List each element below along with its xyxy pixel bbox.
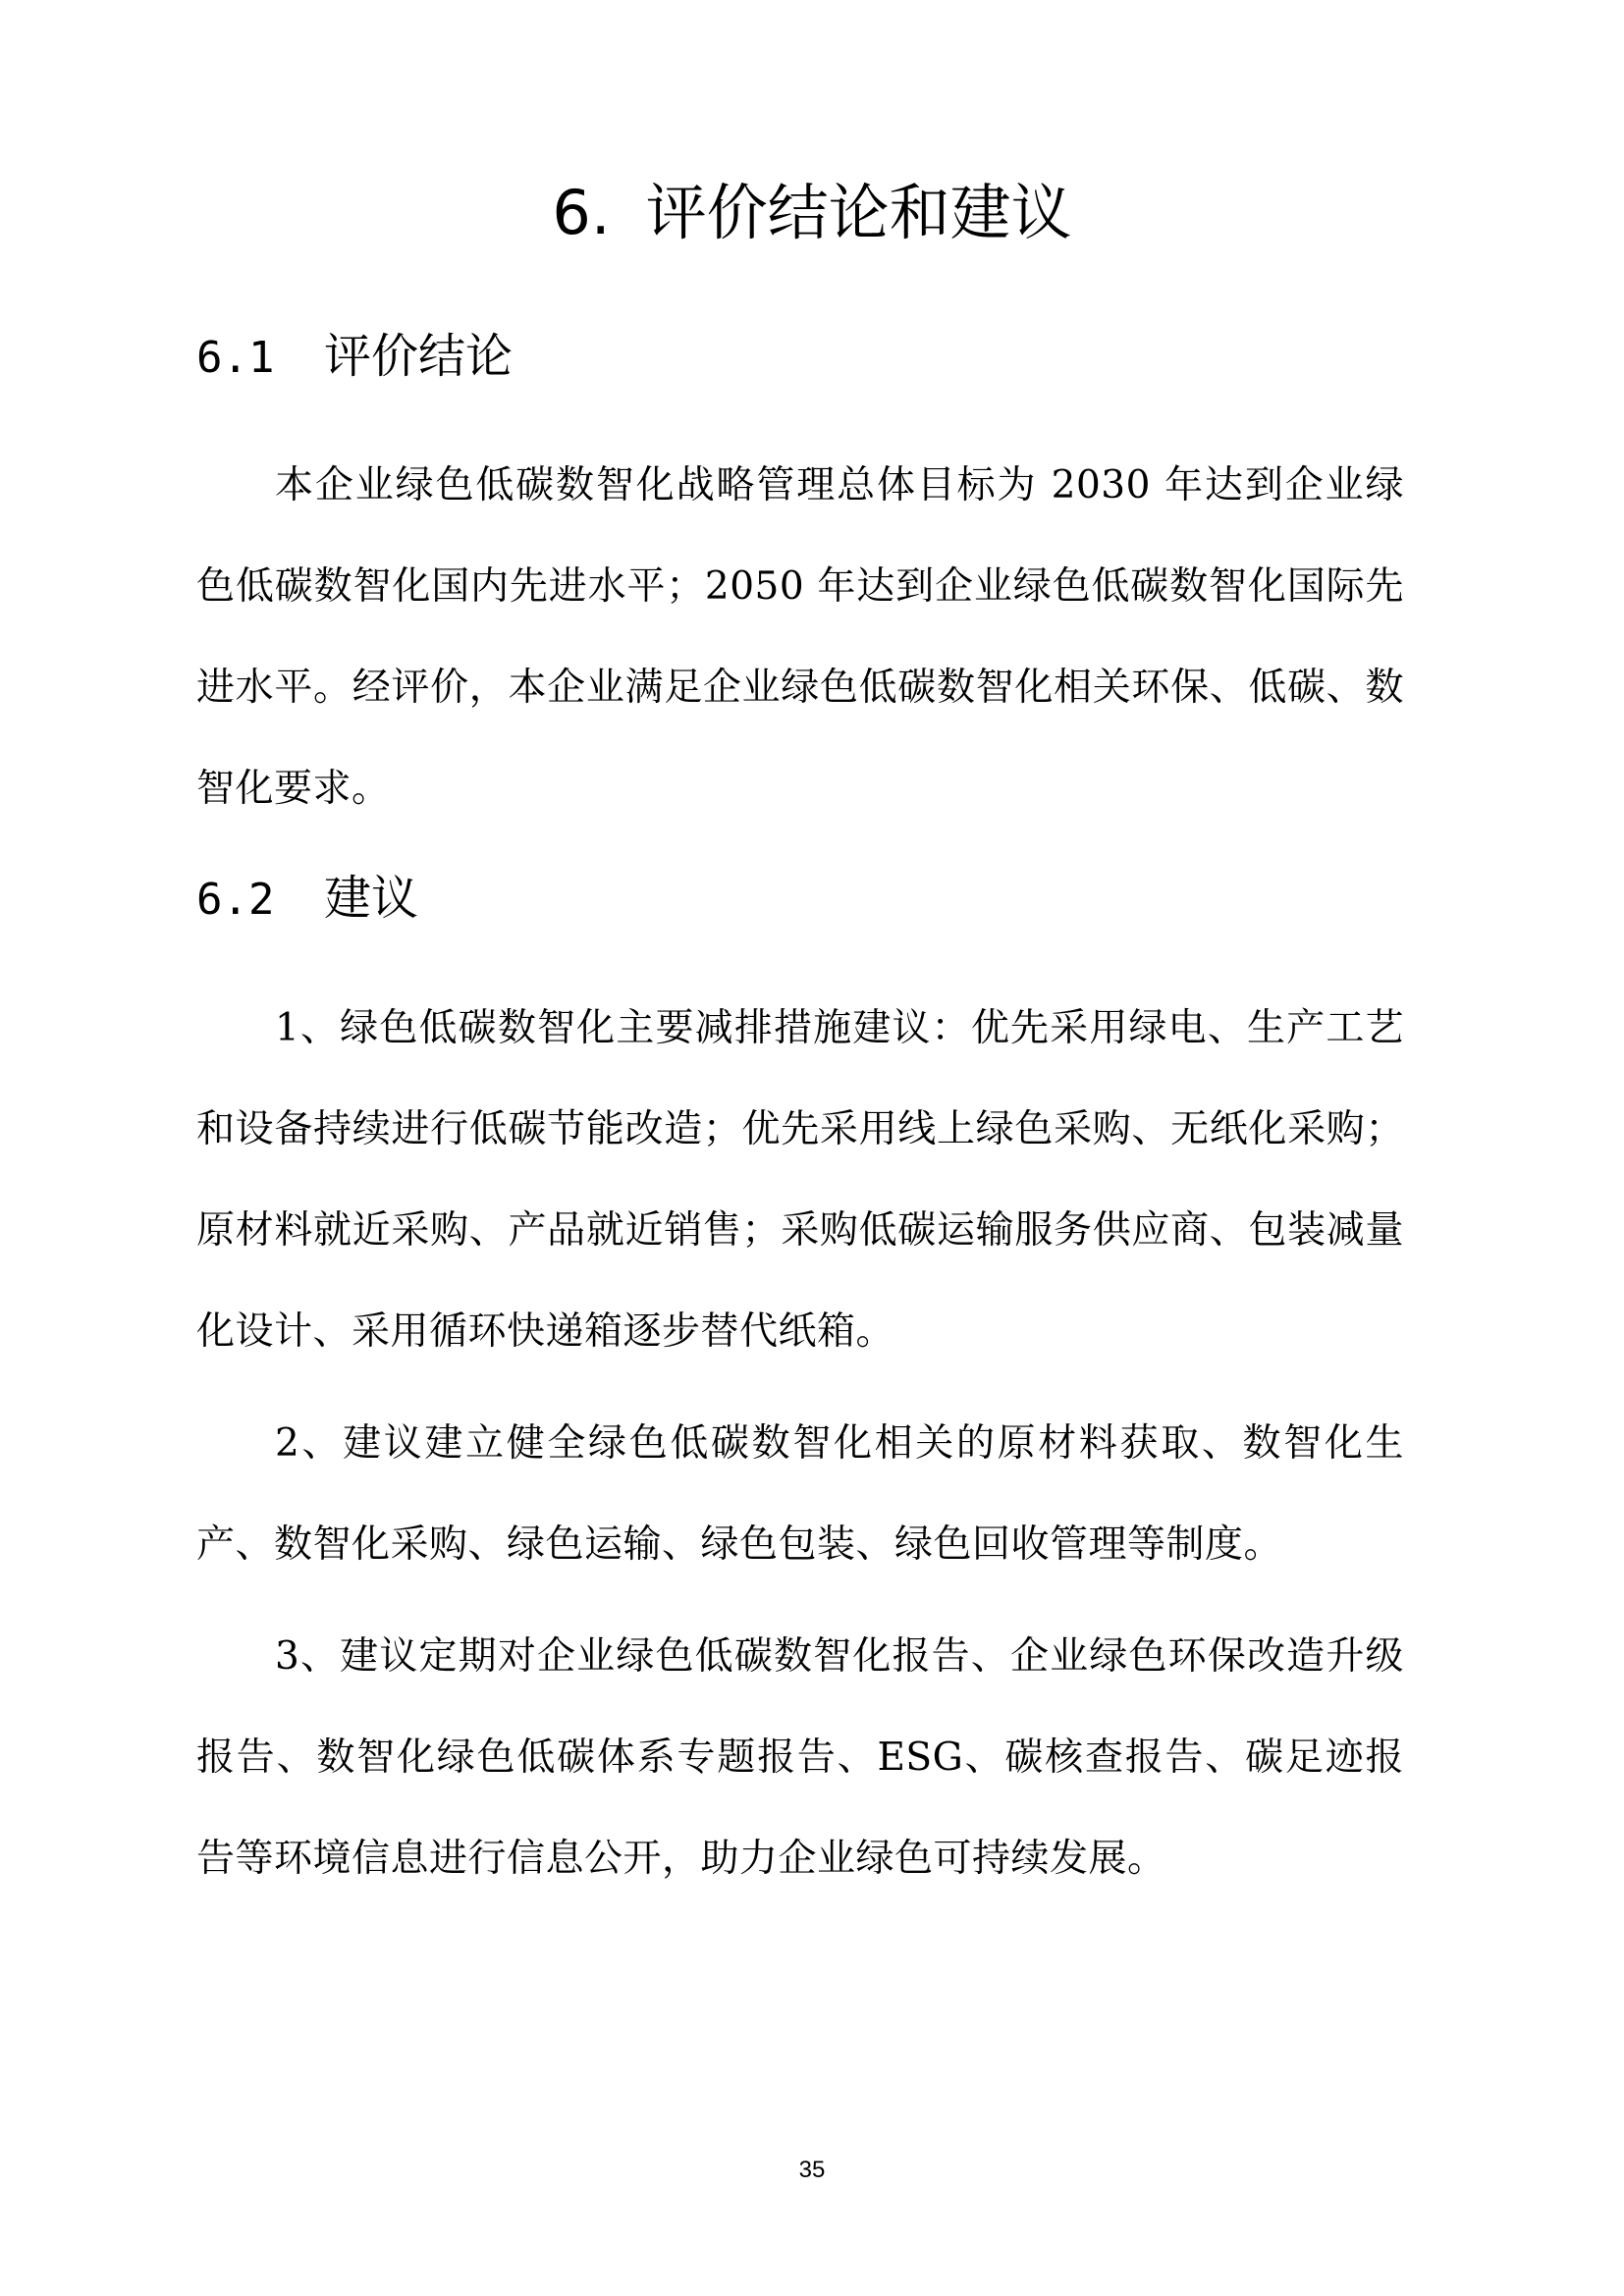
section-heading-6-2: [196, 864, 418, 934]
paragraph-suggestion-2: 2、建议建立健全绿色低碳数智化相关的原材料获取、数智化生产、数智化采购、绿色运输、绿色包装、绿色回收管理等制度。: [196, 1421, 1404, 1567]
section-number: 6.1: [196, 333, 275, 383]
page-number: 35: [798, 2157, 826, 2183]
section-heading-6-1: [196, 322, 513, 393]
section-title: 评价结论: [324, 329, 514, 384]
section-number: 6.2: [196, 875, 275, 925]
chapter-title: [0, 169, 1624, 257]
section-title: 建议: [324, 871, 419, 926]
paragraph-suggestion-3: 3、建议定期对企业绿色低碳数智化报告、企业绿色环保改造升级报告、数智化绿色低碳体系专题报告、ESG、碳核查报告、碳足迹报告等环境信息进行信息公开，助力企业绿色可持续发展。: [196, 1634, 1404, 1881]
chapter-number: 6.: [552, 177, 611, 248]
chapter-title-text: 评价结论和建议: [645, 177, 1072, 248]
paragraph-conclusion: 本企业绿色低碳数智化战略管理总体目标为 2030 年达到企业绿色低碳数智化国内先进水平；2050 年达到企业绿色低碳数智化国际先进水平。经评价，本企业满足企业绿色低碳数智化相关环保、低碳、数智化要求。: [196, 463, 1404, 811]
paragraph-suggestion-1: 1、绿色低碳数智化主要减排措施建议：优先采用绿电、生产工艺和设备持续进行低碳节能改造；优先采用线上绿色采购、无纸化采购；原材料就近采购、产品就近销售；采购低碳运输服务供应商、包装减量化设计、采用循环快递箱逐步替代纸箱。: [196, 1006, 1404, 1354]
